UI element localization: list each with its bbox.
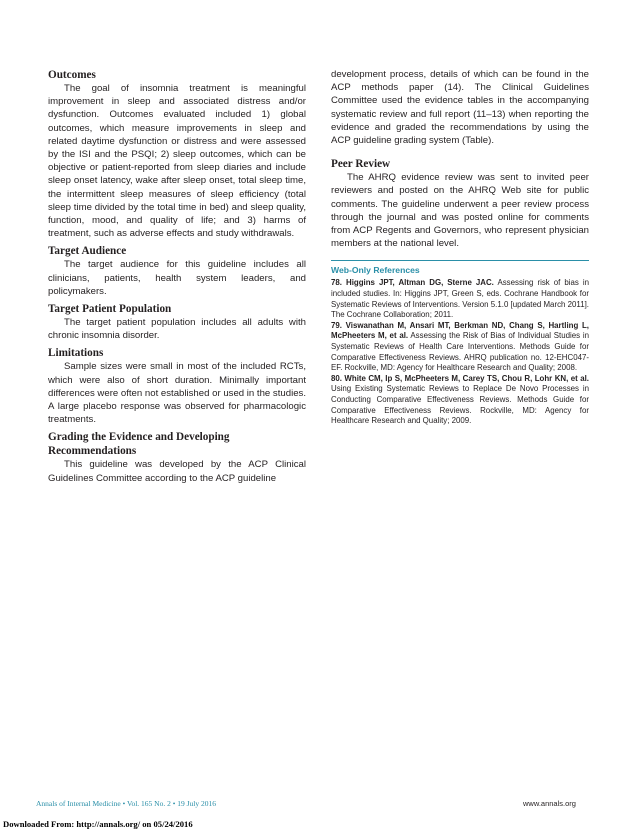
- left-column: [48, 68, 306, 489]
- reference-item: [331, 321, 589, 374]
- outcomes-heading: Outcomes: [48, 69, 96, 81]
- target-audience-heading: Target Audience: [48, 245, 127, 258]
- grading-paragraph: This guideline was developed by the ACP Clinical Guidelines Committee according to the ACP guideline: [48, 459, 306, 484]
- limitations-heading: Limitations: [48, 347, 104, 360]
- target-audience-paragraph: The target audience for this guideline includes all clinicians, patients, health system leaders, and policymakers.: [48, 259, 306, 297]
- target-population-heading: Target Patient Population: [48, 303, 172, 316]
- journal-citation: Annals of Internal Medicine • Vol. 165 No. 2 • 19 July 2016: [36, 799, 216, 808]
- web-only-references: [331, 260, 589, 426]
- grading-continuation-paragraph: development process, details of which can be found in the ACP methods paper (14). The Clinical Guidelines Committee used the evidence tables in the accompanying systematic review and full report (11–13) when reporting the evidence and graded the recommendations by using the ACP guideline grading system (Table).: [331, 69, 589, 147]
- download-notice: Downloaded From: http://annals.org/ on 05/24/2016: [3, 819, 193, 829]
- target-population-paragraph: The target patient population includes all adults with chronic insomnia disorder.: [48, 317, 306, 342]
- peer-review-paragraph: The AHRQ evidence review was sent to invited peer reviewers and posted on the AHRQ Web site for public comments. The guideline underwent a peer review process through the journal and was posted online for comments from ACP Regents and Governors, who represent physician members at the national level.: [331, 172, 589, 250]
- reference-authors: 78. Higgins JPT, Altman DG, Sterne JAC.: [331, 278, 494, 288]
- reference-text: Using Existing Systematic Reviews to Replace De Novo Processes in Conducting Comparative Effectiveness Reviews. Methods Guide for Comparative Effectiveness Reviews. Rockville, MD: Agency for Healthcare Research and Quality; 2009.: [331, 384, 589, 426]
- reference-authors: 79. Viswanathan M, Ansari MT, Berkman ND, Chang S, Hartling L, McPheeters M, et al.: [331, 320, 589, 341]
- reference-authors: 80. White CM, Ip S, McPheeters M, Carey TS, Chou R, Lohr KN, et al.: [331, 373, 589, 383]
- limitations-paragraph: Sample sizes were small in most of the included RCTs, which were also of short duration. Minimally important differences were often not established or used in the studies. A large placebo response was observed for pharmacologic treatments.: [48, 361, 306, 426]
- web-references-heading: Web-Only References: [331, 265, 420, 276]
- reference-item: [331, 374, 589, 427]
- grading-heading: Grading the Evidence and Developing Recommendations: [48, 431, 230, 458]
- references-rule: [331, 260, 589, 261]
- reference-text: Assessing the Risk of Bias of Individual Studies in Systematic Reviews of Health Care Interventions. Methods Guide for Comparative Effectiveness Reviews. AHRQ publication no. 12-EHC047-EF. Rockville, MD: Agency for Healthcare Research and Quality; 2008.: [331, 331, 589, 373]
- reference-item: [331, 278, 589, 320]
- journal-url-link[interactable]: www.annals.org: [523, 799, 576, 808]
- right-column: [331, 68, 589, 427]
- peer-review-heading: Peer Review: [331, 158, 391, 171]
- outcomes-paragraph: The goal of insomnia treatment is meaningful improvement in sleep and associated distress and/or dysfunction. Outcomes evaluated included 1) global outcomes, which measure improvements in sleep and related daytime dysfunction or distress and were assessed by the ISI and the PSQI; 2) sleep outcomes, which can be objective or patient-reported from sleep diaries and include sleep onset latency, wake after sleep onset, total sleep time, the intermittent sleep measures of sleep efficiency (total sleep time divided by the total time in bed) and sleep quality, function, mood, and quality of life; and 3) harms of treatment, such as adverse effects and study withdrawals.: [48, 83, 306, 240]
- reference-text: Assessing risk of bias in included studies. In: Higgins JPT, Green S, eds. Cochrane Handbook for Systematic Reviews of Interventions. Version 5.1.0 [updated March 2011]. The Cochrane Collaboration; 2011.: [331, 278, 589, 320]
